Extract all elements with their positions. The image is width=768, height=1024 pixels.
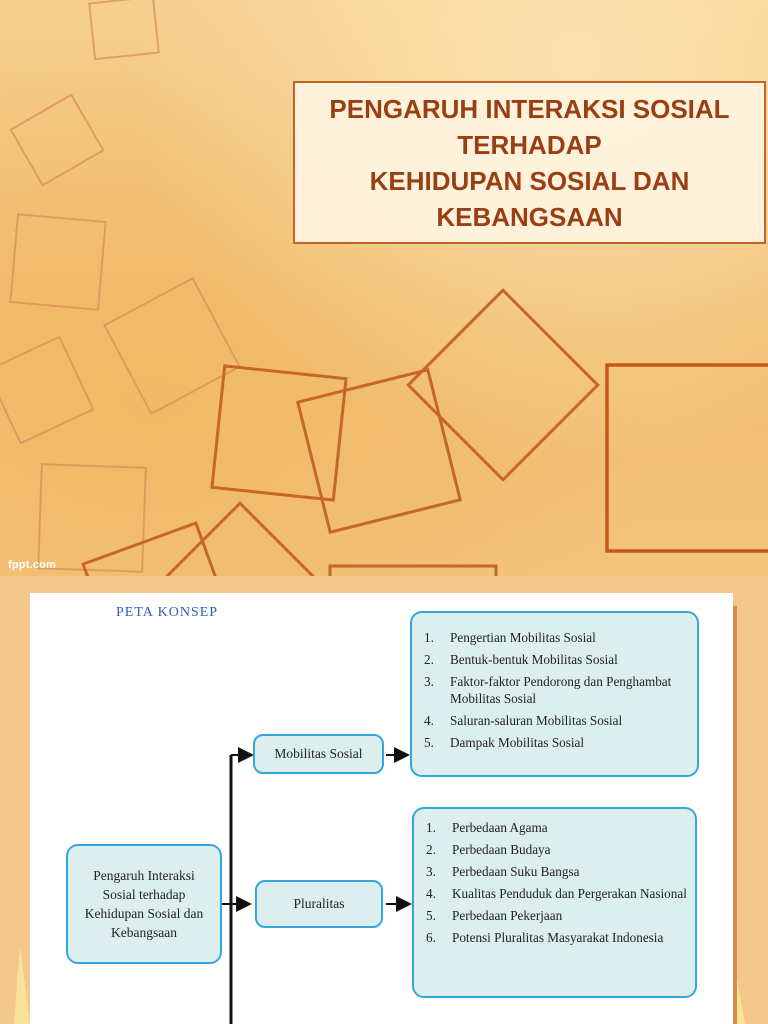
root-concept-label: Pengaruh Interaksi Sosial terhadap Kehidupan Sosial dan Kebangsaan xyxy=(84,868,204,940)
list-item: 2. Bentuk-bentuk Mobilitas Sosial xyxy=(424,652,618,667)
title-line-1: PENGARUH INTERAKSI SOSIAL xyxy=(329,93,730,124)
list-item: 6. Potensi Pluralitas Masyarakat Indonesia xyxy=(426,930,664,945)
list-item: 4. Saluran-saluran Mobilitas Sosial xyxy=(424,713,623,728)
branch-mobilitas-sosial xyxy=(253,734,384,774)
list-item: 4. Kualitas Penduduk dan Pergerakan Nasional xyxy=(426,886,687,901)
concept-map-heading: PETA KONSEP xyxy=(116,605,219,620)
list-item: 5. Perbedaan Pekerjaan xyxy=(426,908,563,923)
mobilitas-topic-list xyxy=(410,611,699,777)
title-line-3: KEHIDUPAN SOSIAL DAN xyxy=(369,165,690,196)
list-item: 1. Pengertian Mobilitas Sosial xyxy=(424,630,596,645)
branch-mobilitas-label: Mobilitas Sosial xyxy=(274,746,363,761)
title-box xyxy=(293,81,766,244)
list-item: 1. Perbedaan Agama xyxy=(426,820,548,835)
list-item: 3. Faktor-faktor Pendorong dan Penghambat Mobilitas Sosial xyxy=(424,674,672,706)
list-item: 2. Perbedaan Budaya xyxy=(426,842,551,857)
list-item: 3. Perbedaan Suku Bangsa xyxy=(426,864,580,879)
title-line-4: KEBANGSAAN xyxy=(436,201,623,232)
branch-pluralitas-label: Pluralitas xyxy=(293,896,345,911)
pluralitas-topic-list xyxy=(412,807,697,998)
watermark: fppt.com xyxy=(8,559,57,571)
root-concept xyxy=(66,844,222,964)
branch-pluralitas xyxy=(255,880,383,928)
concept-map-slide xyxy=(0,576,768,1024)
list-item: 5. Dampak Mobilitas Sosial xyxy=(424,735,585,750)
title-line-2: TERHADAP xyxy=(457,129,602,160)
